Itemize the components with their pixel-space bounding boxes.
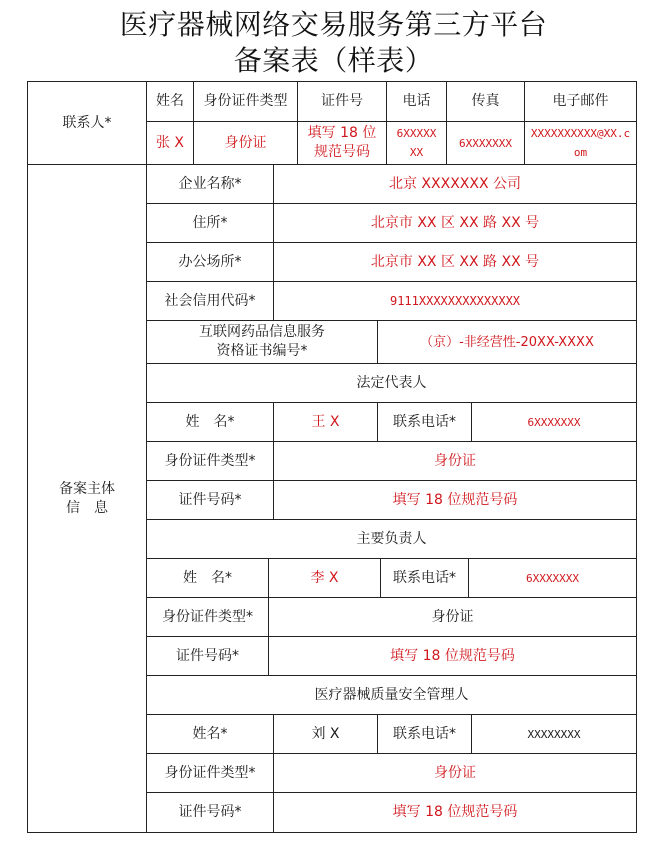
- legal-rep-phone-value[interactable]: 6XXXXXXX: [472, 403, 636, 442]
- address-label: 住所*: [147, 204, 274, 243]
- principal-phone-label: 联系电话*: [381, 559, 469, 598]
- contact-phone-value[interactable]: 6XXXXXXX: [387, 122, 447, 165]
- quality-manager-name-label: 姓名*: [147, 715, 274, 754]
- legal-rep-heading: 法定代表人: [147, 364, 636, 403]
- legal-rep-id-number-value[interactable]: 填写 18 位规范号码: [274, 481, 636, 520]
- principal-name-label: 姓 名*: [147, 559, 269, 598]
- contact-section-label: 联系人*: [28, 82, 147, 165]
- office-value[interactable]: 北京市 XX 区 XX 路 XX 号: [274, 243, 636, 282]
- contact-id-type-value[interactable]: 身份证: [194, 122, 298, 165]
- quality-manager-id-type-value[interactable]: 身份证: [274, 754, 636, 793]
- principal-id-number-value[interactable]: 填写 18 位规范号码: [269, 637, 636, 676]
- credit-code-label: 社会信用代码*: [147, 282, 274, 321]
- quality-manager-phone-label: 联系电话*: [378, 715, 472, 754]
- document-title: 医疗器械网络交易服务第三方平台: [119, 8, 548, 41]
- entity-section-label-line2: 信 息: [66, 499, 108, 516]
- company-name-label: 企业名称*: [147, 165, 274, 204]
- contact-header-fax: 传真: [447, 82, 525, 122]
- office-label: 办公场所*: [147, 243, 274, 282]
- entity-section-label: [28, 165, 147, 832]
- credit-code-value[interactable]: 9111XXXXXXXXXXXXXX: [274, 282, 636, 321]
- company-name-value[interactable]: 北京 XXXXXXX 公司: [274, 165, 636, 204]
- legal-rep-phone-label: 联系电话*: [378, 403, 472, 442]
- contact-header-phone: 电话: [387, 82, 447, 122]
- contact-header-name: 姓名: [147, 82, 194, 122]
- contact-name-value[interactable]: 张 X: [147, 122, 194, 165]
- principal-name-value[interactable]: 李 X: [269, 559, 381, 598]
- address-value[interactable]: 北京市 XX 区 XX 路 XX 号: [274, 204, 636, 243]
- contact-id-number-value[interactable]: 填写 18 位规范号码: [298, 122, 387, 165]
- contact-email-value[interactable]: XXXXXXXXXX@XX.com: [525, 122, 636, 165]
- quality-manager-heading: 医疗器械质量安全管理人: [147, 676, 636, 715]
- quality-manager-id-number-value[interactable]: 填写 18 位规范号码: [392, 804, 518, 820]
- filing-form-table: [27, 81, 637, 833]
- contact-header-id-number: 证件号: [298, 82, 387, 122]
- license-value[interactable]: （京）-非经营性-20XX-XXXX: [378, 321, 636, 364]
- license-label-line2: 资格证书编号*: [216, 343, 308, 359]
- legal-rep-name-label: 姓 名*: [147, 403, 274, 442]
- document-subtitle: 备案表（样表）: [233, 44, 434, 77]
- license-label: [147, 321, 378, 364]
- legal-rep-name-value[interactable]: 王 X: [274, 403, 378, 442]
- license-label-line1: 互联网药品信息服务: [199, 324, 325, 340]
- contact-header-email: 电子邮件: [525, 82, 636, 122]
- legal-rep-id-type-label: 身份证件类型*: [147, 442, 274, 481]
- legal-rep-id-type-value[interactable]: 身份证: [274, 442, 636, 481]
- principal-phone-value[interactable]: 6XXXXXXX: [469, 559, 636, 598]
- quality-manager-name-value[interactable]: 刘 X: [274, 715, 378, 754]
- contact-header-id-type: 身份证件类型: [194, 82, 298, 122]
- contact-fax-value[interactable]: 6XXXXXXX: [447, 122, 525, 165]
- quality-manager-id-number-label: 证件号码*: [147, 793, 274, 832]
- principal-id-type-value[interactable]: 身份证: [269, 598, 636, 637]
- entity-section-label-line1: 备案主体: [59, 480, 115, 497]
- quality-manager-id-type-label: 身份证件类型*: [147, 754, 274, 793]
- principal-id-number-label: 证件号码*: [147, 637, 269, 676]
- legal-rep-id-number-label: 证件号码*: [147, 481, 274, 520]
- quality-manager-phone-value[interactable]: XXXXXXXX: [472, 715, 636, 754]
- principal-id-type-label: 身份证件类型*: [147, 598, 269, 637]
- principal-heading: 主要负责人: [147, 520, 636, 559]
